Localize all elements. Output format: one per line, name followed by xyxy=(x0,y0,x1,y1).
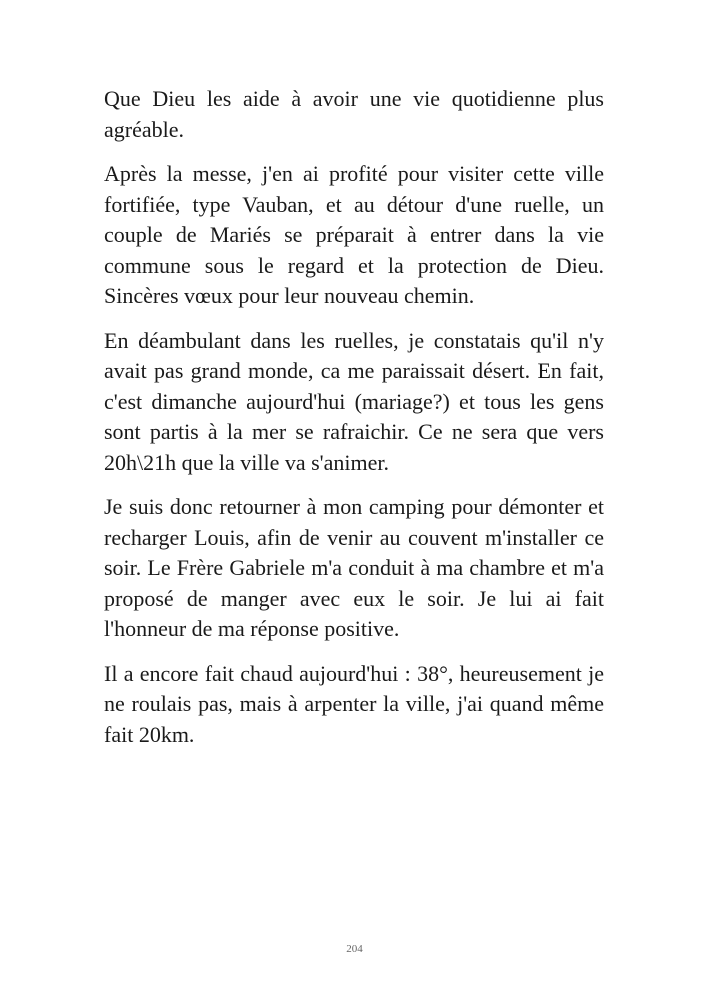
body-text xyxy=(104,84,604,764)
paragraph-3: En déambulant dans les ruelles, je constatais qu'il n'y avait pas grand monde, ca me paraissait désert. En fait, c'est dimanche aujourd'hui (mariage?) et tous les gens sont partis à la mer se rafraichir. Ce ne sera que vers 20h\21h que la ville va s'animer. xyxy=(104,327,604,475)
paragraph-1: Que Dieu les aide à avoir une vie quotidienne plus agréable. xyxy=(104,86,604,142)
paragraph-5: Il a encore fait chaud aujourd'hui : 38°, heureusement je ne roulais pas, mais à arpenter la ville, j'ai quand même fait 20km. xyxy=(104,660,604,747)
paragraph-4: Je suis donc retourner à mon camping pour démonter et recharger Louis, afin de venir au couvent m'installer ce soir. Le Frère Gabriele m'a conduit à ma chambre et m'a proposé de manger avec eux le soir. Je lui ai fait l'honneur de ma réponse positive. xyxy=(104,494,604,641)
paragraph-2: Après la messe, j'en ai profité pour visiter cette ville fortifiée, type Vauban, et au détour d'une ruelle, un couple de Mariés se préparait à entrer dans la vie commune sous le regard et la protection de Dieu. Sincères vœux pour leur nouveau chemin. xyxy=(104,161,604,308)
page-number: 204 xyxy=(346,943,363,955)
